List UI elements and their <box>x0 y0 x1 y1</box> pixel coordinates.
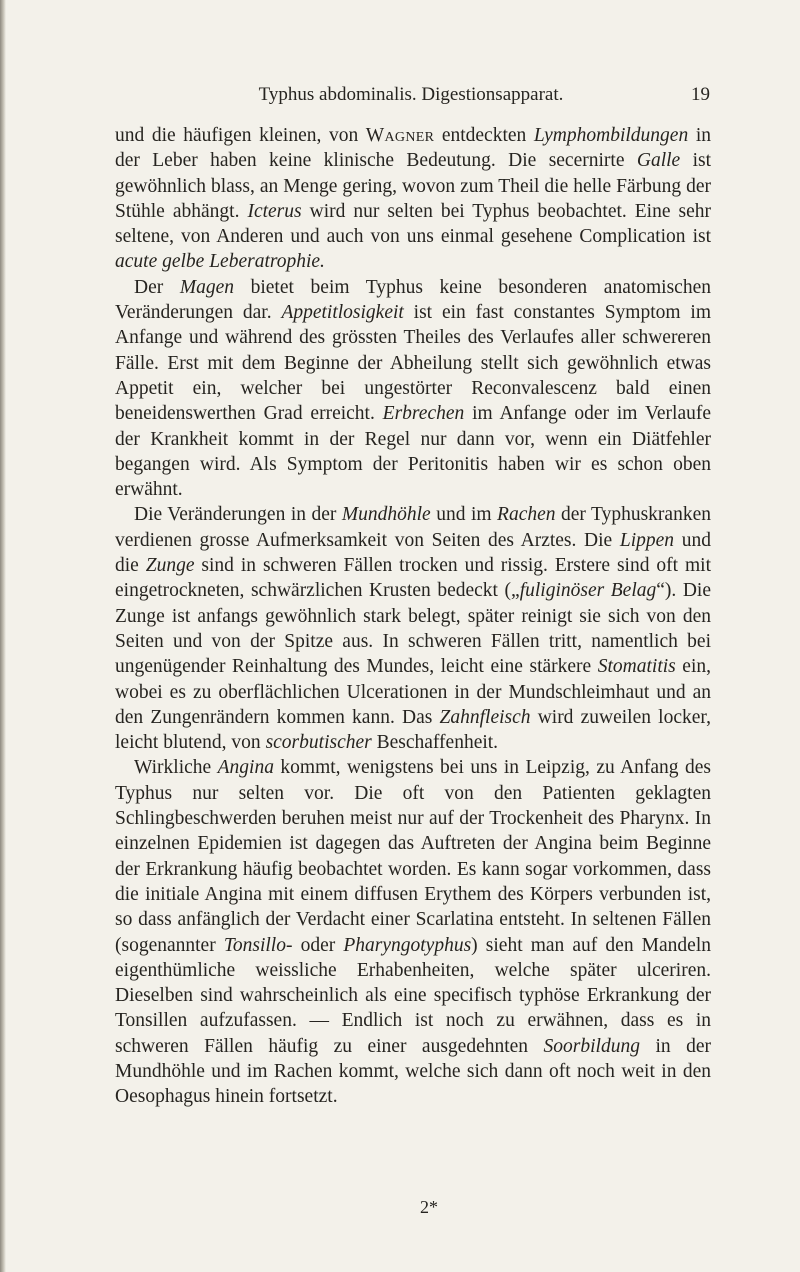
text-run: Beschaffenheit. <box>371 732 499 754</box>
text-run: ist gewöhnlich blass, an Menge gering, wovon zum Theil die helle Färbung der Stühle abhängt. <box>115 150 711 222</box>
page-number: 19 <box>691 84 710 105</box>
text-run: oder <box>292 934 344 956</box>
italic-term: acute gelbe Leberatrophie. <box>115 251 325 273</box>
italic-term: Pharyngotyphus <box>343 934 472 956</box>
text-run: ein, wobei es zu oberflächlichen Ulcerationen in der Mundschleimhaut und an den Zungenrändern kommen kann. Das <box>115 656 712 728</box>
text-run: in der Mundhöhle und im Rachen kommt, welche sich dann oft noch weit in den Oesophagus hinein fortsetzt. <box>115 1035 711 1108</box>
italic-term: Angina <box>217 757 274 779</box>
paragraph-stomach <box>115 275 711 503</box>
text-run: und die häufigen kleinen, von <box>115 125 366 146</box>
italic-term: fuliginöser Belag <box>519 580 657 602</box>
italic-term: Galle <box>636 150 681 172</box>
text-run: wird zuweilen locker, leicht blutend, von <box>115 706 711 754</box>
page-edge-shadow <box>0 0 6 1272</box>
text-run: ) sieht man auf den Mandeln eigenthümliche weissliche Erhabenheiten, welche später ulceriren. Dieselben sind wahrscheinlich als eine specifisch typhöse Erkrankung der Tonsillen aufzufassen. — Endlich ist noch zu erwähnen, dass es in schweren Fällen häufig zu einer ausgedehnten <box>115 934 711 1057</box>
signature-mark: 2* <box>420 1197 438 1217</box>
italic-term: Magen <box>179 276 234 298</box>
text-run: wird nur selten bei Typhus beobachtet. Eine sehr seltene, von Anderen und auch von uns einmal gesehene Complication ist <box>115 200 711 248</box>
text-run: in der Leber haben keine klinische Bedeutung. Die secernirte <box>115 125 711 172</box>
italic-term: Mundhöhle <box>341 504 431 526</box>
paragraph-liver <box>115 123 711 275</box>
text-run: und im <box>430 504 498 526</box>
text-run: “). Die Zunge ist anfangs gewöhnlich stark belegt, später reinigt sie sich von den Seiten und von der Spitze aus. In schweren Fällen tritt, namentlich bei ungenügender Reinhaltung des Mundes, leicht eine stärkere <box>115 580 711 678</box>
text-run: kommt, wenigstens bei uns in Leipzig, zu Anfang des Typhus nur selten vor. Die oft von den Patienten geklagten Schlingbeschwerden beruhen meist nur auf der Trockenheit des Pharynx. In einzelnen Epidemien ist dagegen das Auftreten der Angina beim Beginne der Erkrankung häufig beobachtet worden. Es kann sogar vorkommen, dass die initiale Angina mit einem diffusen Erythem des Körpers verbunden ist, so dass anfänglich der Verdacht einer Scarlatina entsteht. In seltenen Fällen (sogenannter <box>115 757 711 956</box>
text-run: Wirkliche <box>134 757 218 779</box>
italic-term: Icterus <box>247 200 302 222</box>
text-run: im Anfange oder im Verlaufe der Krankheit kommt in der Regel nur dann vor, wenn ein Diätfehler begangen wird. Als Symptom der Peritonitis haben wir es schon oben erwähnt. <box>115 403 711 501</box>
running-header <box>112 84 710 110</box>
text-run: Der <box>134 276 180 298</box>
text-run: ist ein fast constantes Symptom im Anfange und während des grössten Theiles des Verlaufes aller schwereren Fälle. Erst mit dem Beginne der Abheilung stellt sich gewöhnlich etwas Appetit ein, welcher bei ungestörter Reconvalescenz bald einen beneidenswerthen Grad erreicht. <box>115 302 711 425</box>
italic-term: scorbutischer <box>265 732 372 754</box>
italic-term: Zahnfleisch <box>439 706 531 728</box>
italic-term: Rachen <box>497 504 556 526</box>
text-run: der Typhuskranken verdienen grosse Aufmerksamkeit von Seiten des Arztes. Die <box>115 504 711 551</box>
italic-term: Zunge <box>145 555 195 577</box>
text-run: bietet beim Typhus keine besonderen anatomischen Veränderungen dar. <box>115 276 711 324</box>
body-text <box>115 123 711 1110</box>
italic-term: Stomatitis <box>597 656 676 678</box>
italic-term: Appetitlosigkeit <box>281 302 404 324</box>
text-run: sind in schweren Fällen trocken und rissig. Erstere sind oft mit eingetrockneten, schwärzlichen Krusten bedeckt („ <box>115 555 711 602</box>
italic-term: Erbrechen <box>382 403 465 425</box>
text-run: und die <box>115 529 711 577</box>
running-title: Typhus abdominalis. Digestionsapparat. <box>258 84 564 105</box>
italic-term: Tonsillo- <box>223 934 293 956</box>
italic-term: Lymphombildungen <box>533 125 689 146</box>
paragraph-angina <box>115 755 711 1109</box>
author-name: Wagner <box>365 125 435 146</box>
italic-term: Lippen <box>619 529 675 551</box>
text-run: Die Veränderungen in der <box>134 504 342 526</box>
text-run: entdeckten <box>434 125 534 146</box>
paragraph-mouth-pharynx <box>115 502 711 755</box>
italic-term: Soorbildung <box>543 1035 640 1057</box>
